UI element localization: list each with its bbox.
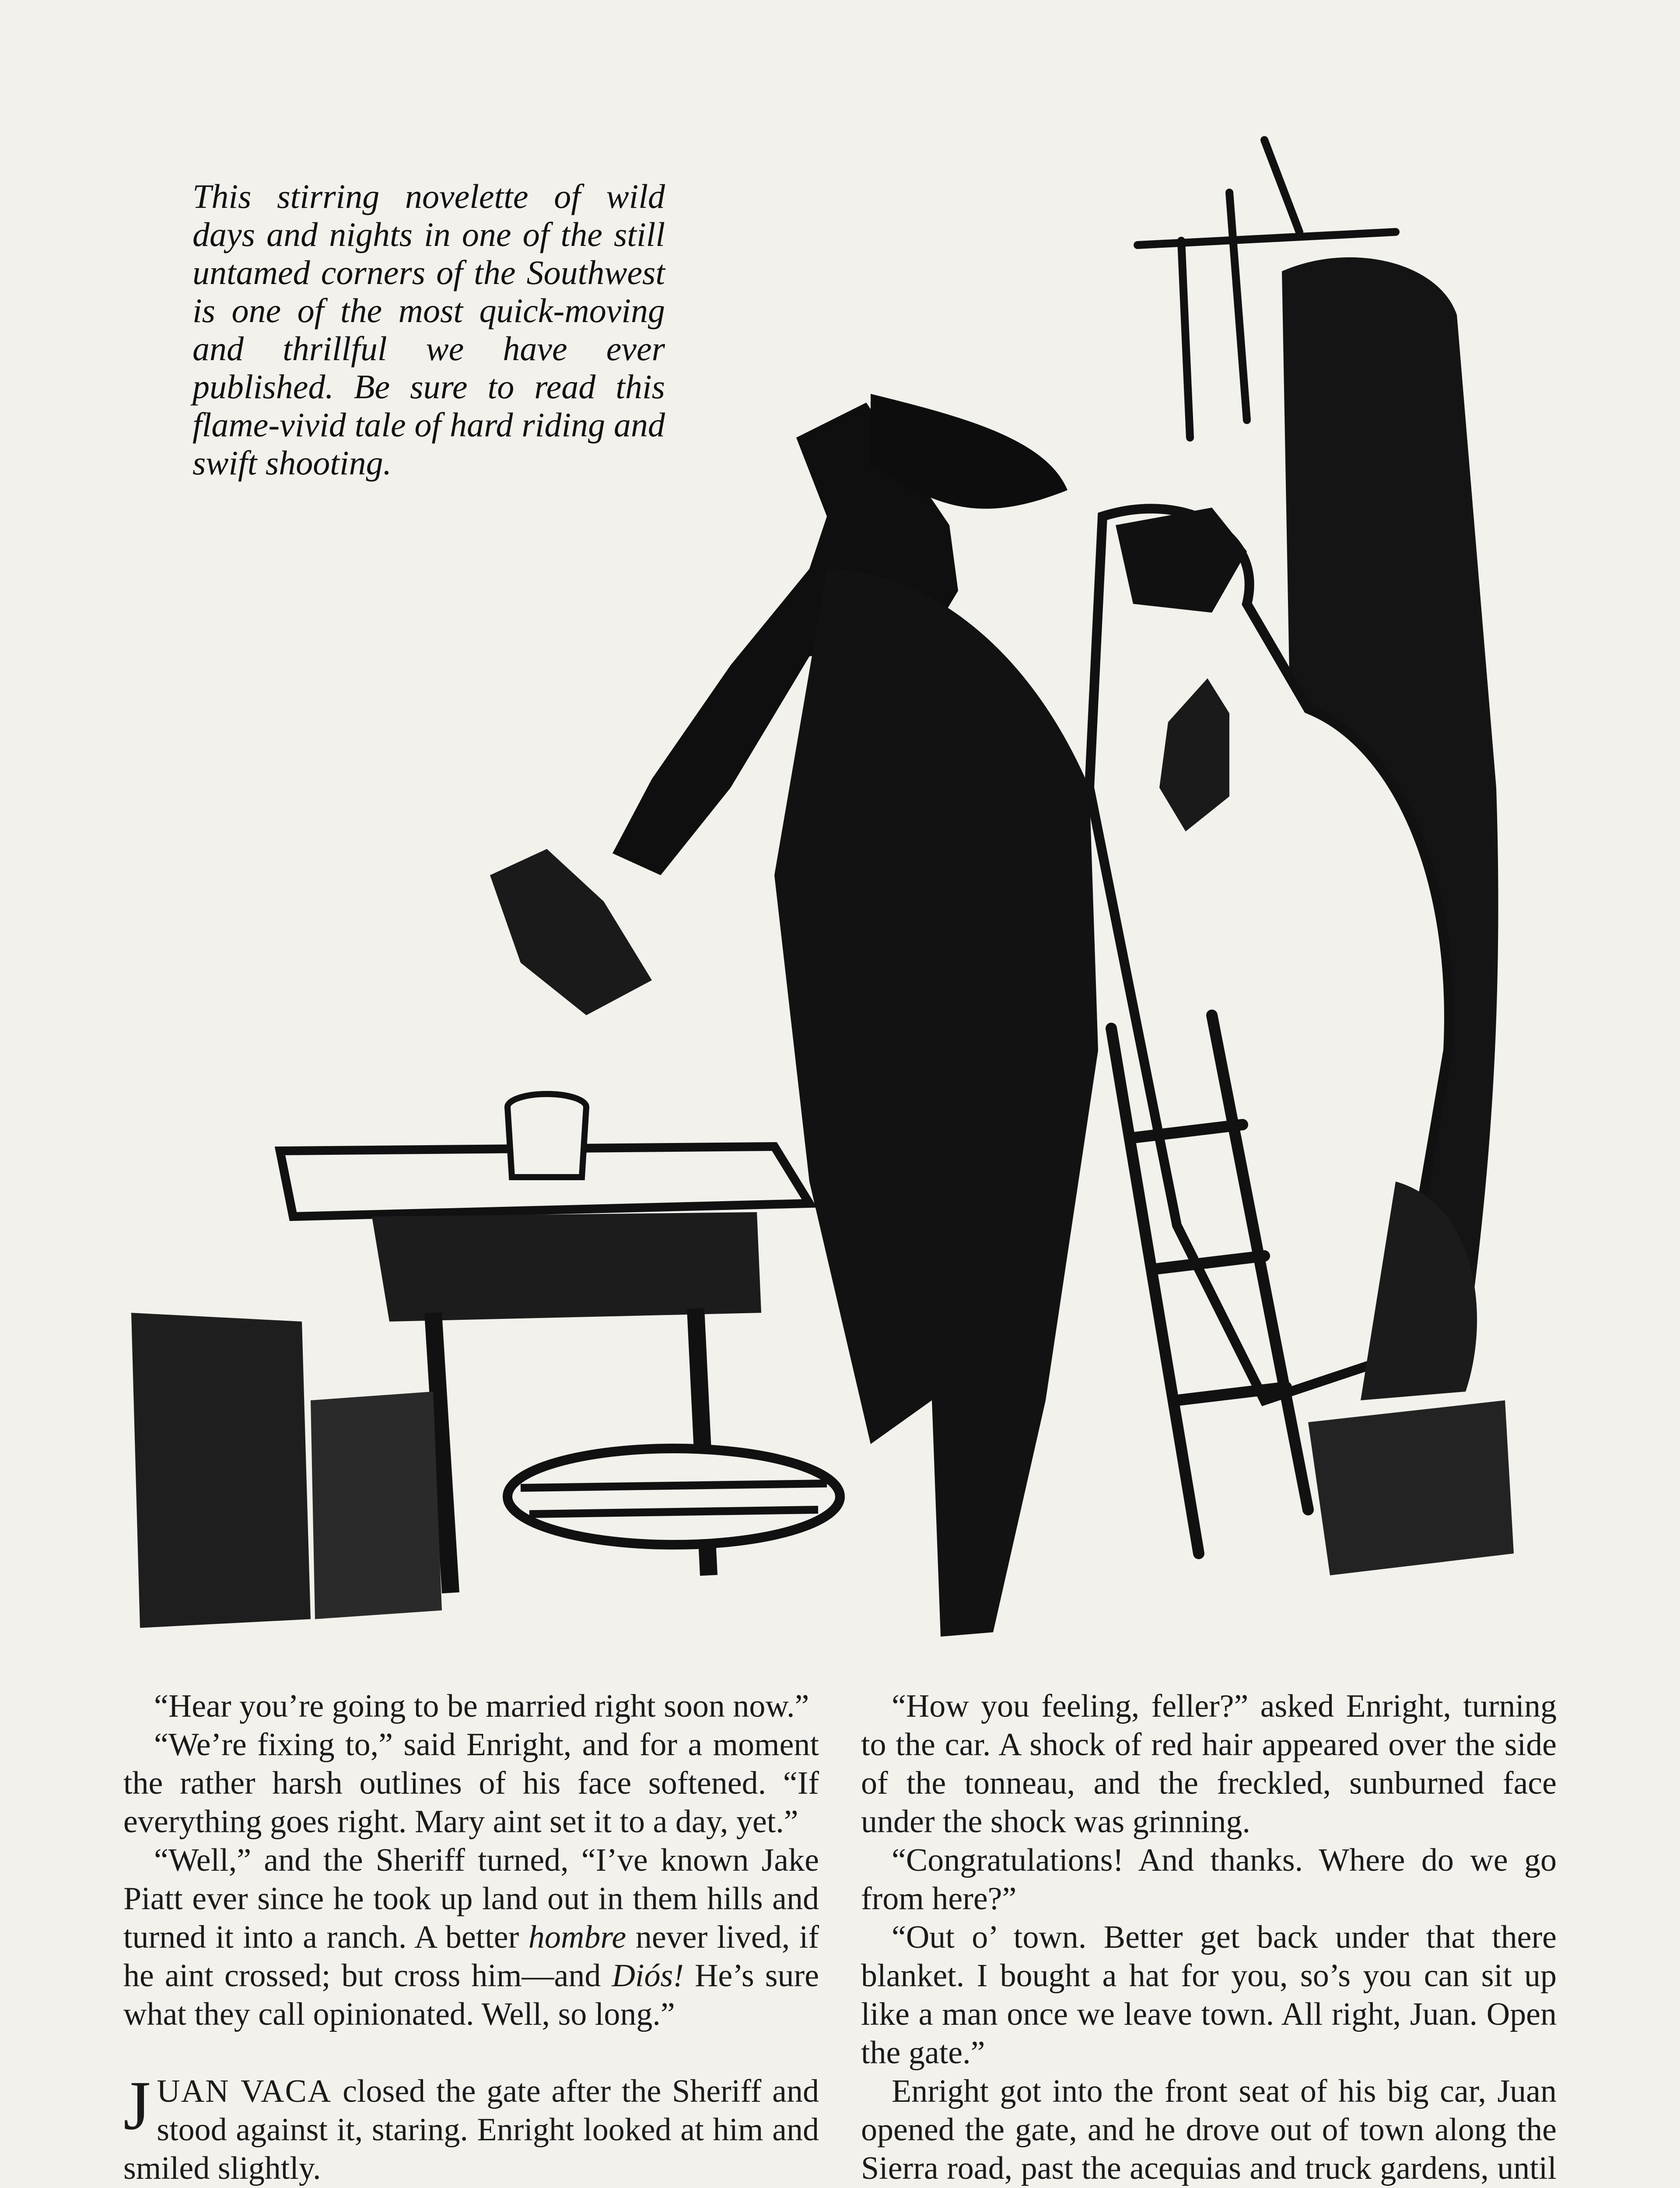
text-column-right [861,1687,1557,2188]
paragraph: “Hear you’re going to be married right soon now.” [154,1688,809,1724]
paragraph: “How you feeling, feller?” asked Enright, turning to the car. A shock of red hair appeared over the side of the tonneau, and the freckled, sunburned face under the shock was grinning. [861,1688,1557,1840]
paragraph: “We’re fixing to,” said Enright, and for a moment the rather harsh outlines of his face softened. “If everything goes right. Mary aint set it to a day, yet.” [123,1727,819,1840]
text-column-left [123,1687,819,2188]
paragraph: “Out o’ town. Better get back under that there blanket. I bought a hat for you, so’s you can sit up like a man once we leave town. All right, Juan. Open the gate.” [861,1919,1557,2071]
paragraph-dropcap: JUAN VACA closed the gate after the Sheriff and stood against it, staring. Enright looked at him and smiled slightly. [123,2066,819,2186]
drop-cap: J [123,2066,151,2144]
paragraph: Enright got into the front seat of his big car, Juan opened the gate, and he drove out of town along the Sierra road, past the acequias and truck gardens, until [861,2073,1557,2186]
story-blurb: This stirring novelette of wild days and nights in one of the still untamed corners of the Southwest is one of the most quick-moving and thrillful we have ever published. Be sure to read this flame-vivid tale of hard riding and swift shooting. [192,177,665,482]
story-illustration [127,131,1536,1641]
paragraph: “Well,” and the Sheriff turned, “I’ve known Jake Piatt ever since he took up land out in them hills and turned it into a ranch. A better hombre never lived, if he aint crossed; but cross him—and Diós! He’s sure what they call opinionated. Well, so long.” [123,1842,819,2032]
paragraph: “Congratulations! And thanks. Where do we go from here?” [861,1842,1557,1917]
